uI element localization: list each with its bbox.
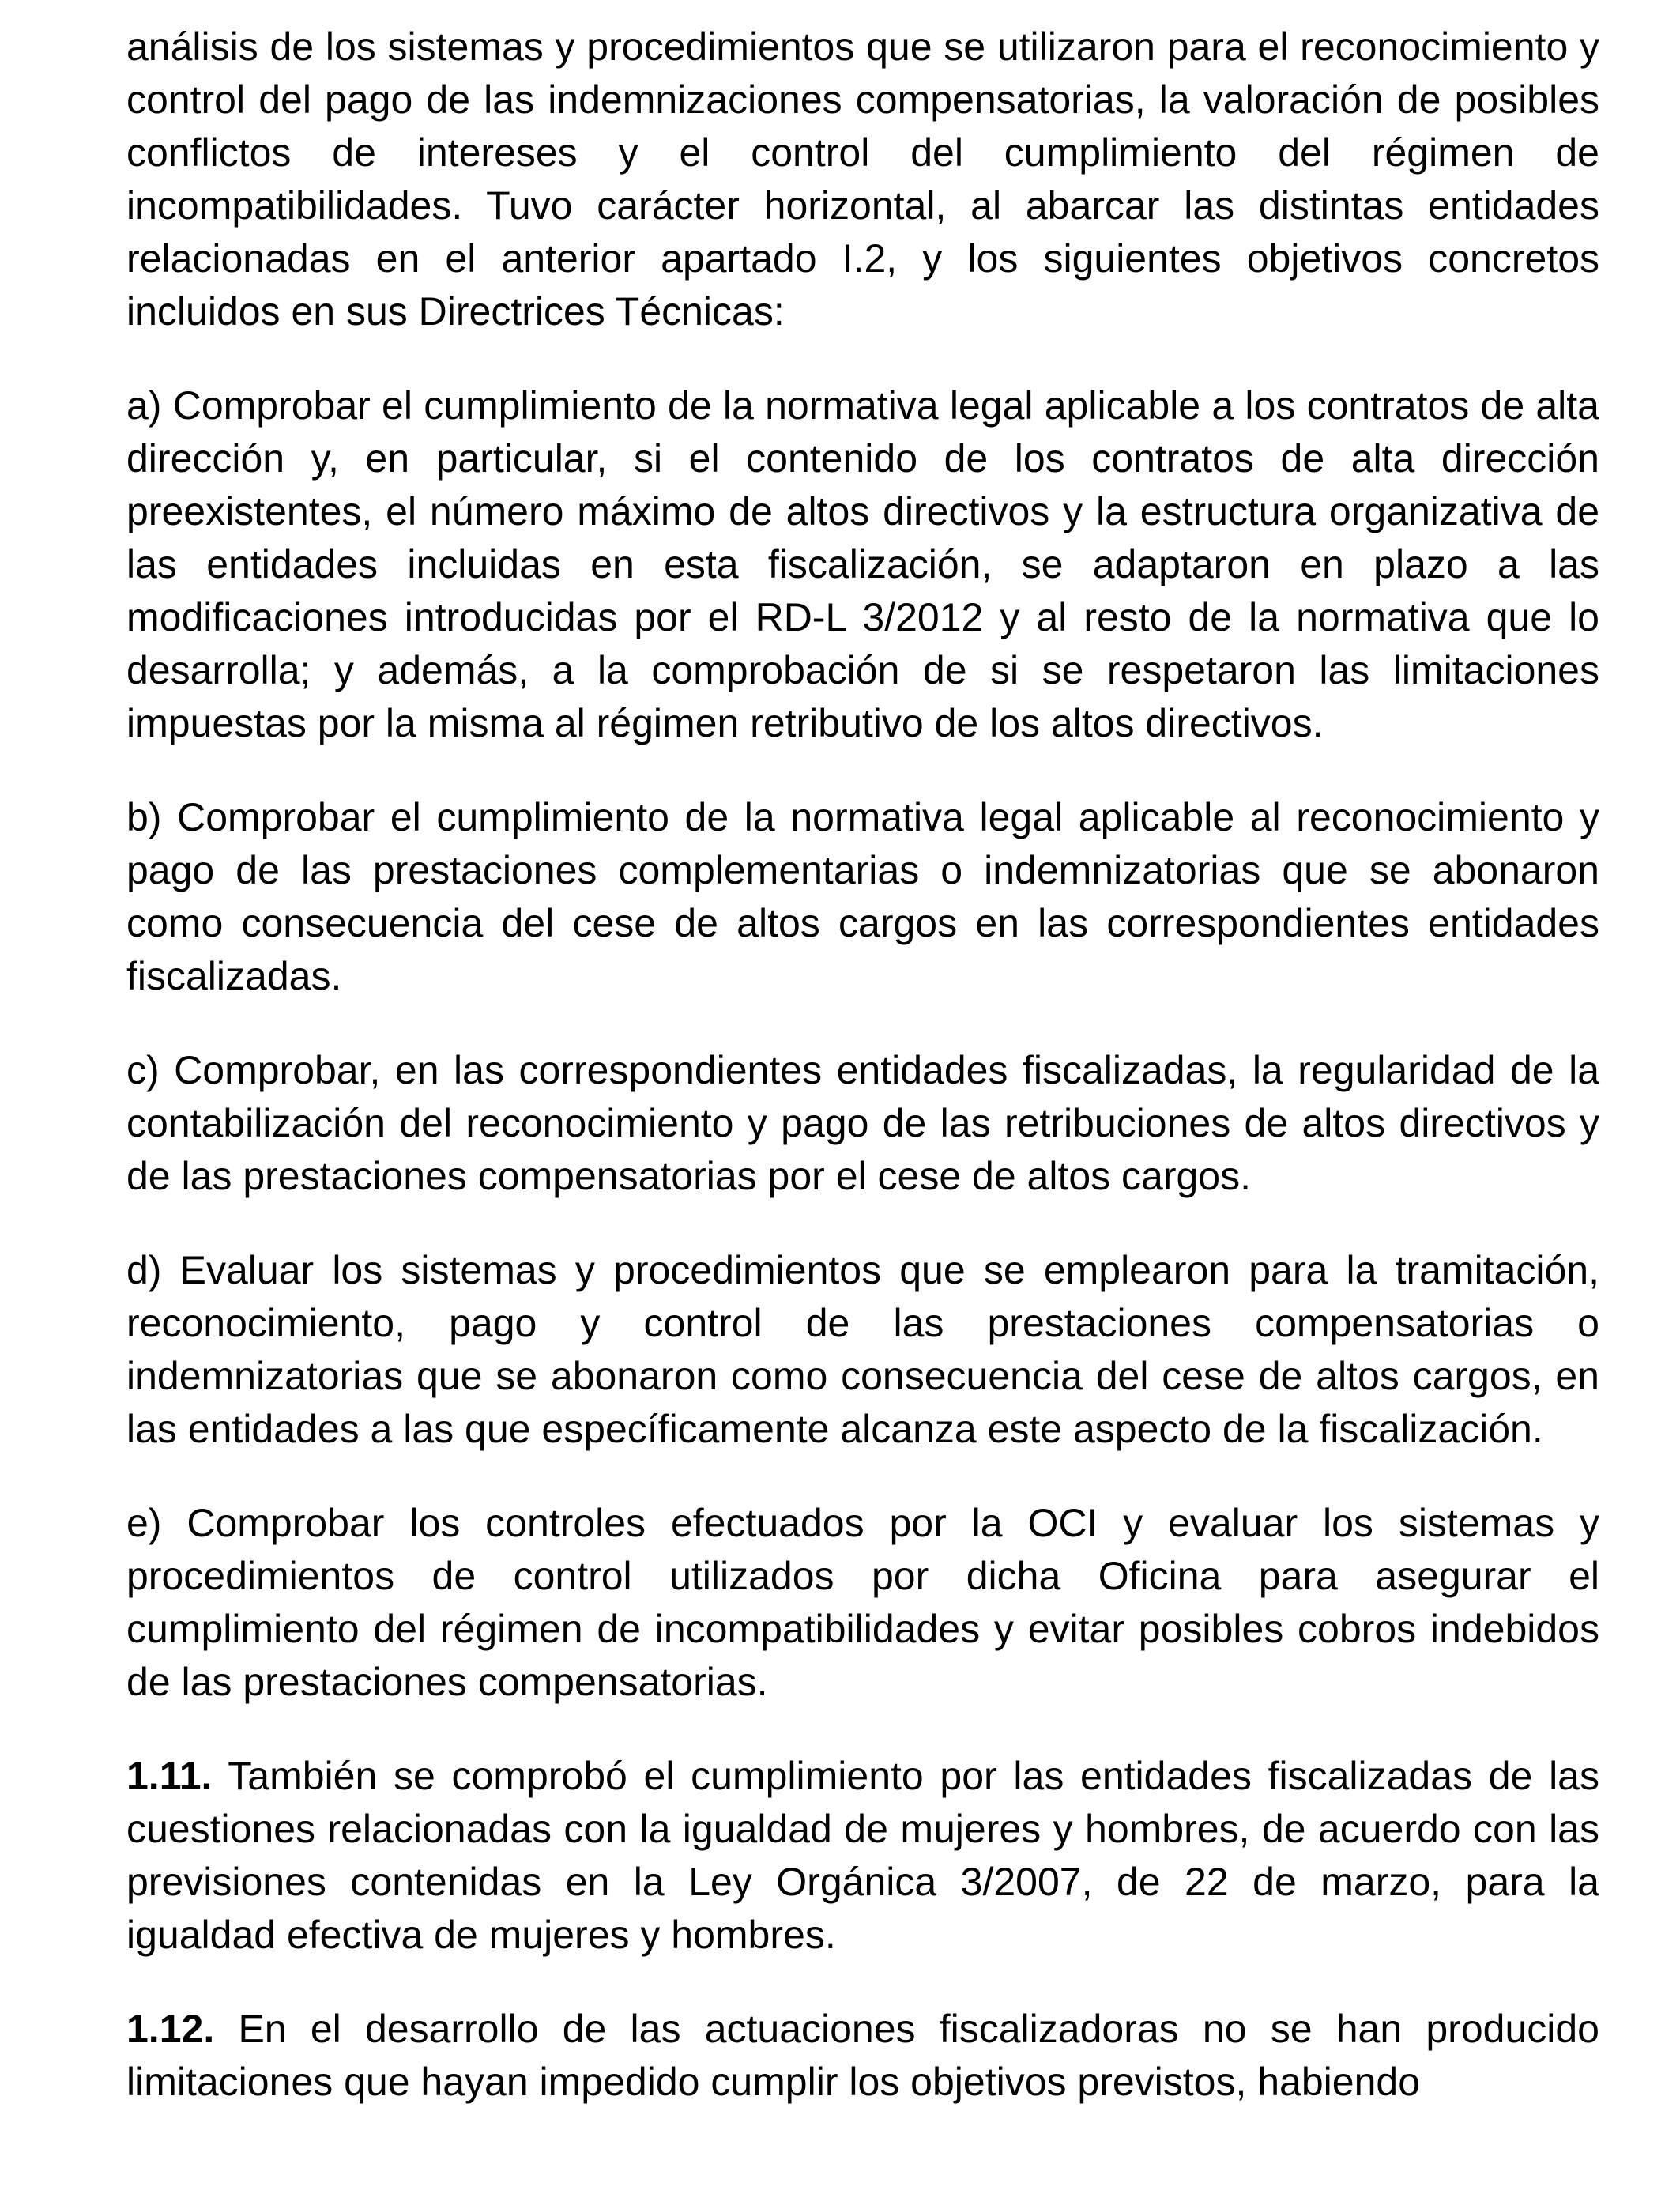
paragraph-section-1-11 [126,1750,1599,1962]
paragraph-intro-continuation [126,21,1599,338]
document-page [126,21,1599,2150]
section-number: 1.12. [126,2007,215,2051]
paragraph-objective-b [126,791,1599,1003]
paragraph-text: c) Comprobar, en las correspondientes entidades fiscalizadas, la regularidad de la contabilización del reconocimiento y pago de las retribuciones de altos directivos y de las prestaciones compensatorias por el cese de altos cargos. [126,1048,1599,1198]
paragraph-text: análisis de los sistemas y procedimientos que se utilizaron para el reconocimiento y control del pago de las indemnizaciones compensatorias, la valoración de posibles conflictos de intereses y el control del cumplimiento del régimen de incompatibilidades. Tuvo carácter horizontal, al abarcar las distintas entidades relacionadas en el anterior apartado I.2, y los siguientes objetivos concretos incluidos en sus Directrices Técnicas: [126,25,1599,334]
paragraph-text: También se comprobó el cumplimiento por las entidades fiscalizadas de las cuestiones relacionadas con la igualdad de mujeres y hombres, de acuerdo con las previsiones contenidas en la Ley Orgánica 3/2007, de 22 de marzo, para la igualdad efectiva de mujeres y hombres. [126,1754,1599,1957]
section-number: 1.11. [126,1754,213,1798]
paragraph-text: b) Comprobar el cumplimiento de la normativa legal aplicable al reconocimiento y pago de las prestaciones complementarias o indemnizatorias que se abonaron como consecuencia del cese de altos cargos en las correspondientes entidades fiscalizadas. [126,795,1599,998]
paragraph-section-1-12 [126,2003,1599,2109]
paragraph-objective-c [126,1044,1599,1203]
paragraph-text: d) Evaluar los sistemas y procedimientos que se emplearon para la tramitación, reconocimiento, pago y control de las prestaciones compensatorias o indemnizatorias que se abonaron como consecuencia del cese de altos cargos, en las entidades a las que específicamente alcanza este aspecto de la fiscalización. [126,1248,1599,1451]
paragraph-text: En el desarrollo de las actuaciones fiscalizadoras no se han producido limitaciones que hayan impedido cumplir los objetivos previstos, habiendo [126,2007,1599,2104]
paragraph-text: e) Comprobar los controles efectuados por la OCI y evaluar los sistemas y procedimientos de control utilizados por dicha Oficina para asegurar el cumplimiento del régimen de incompatibilidades y evitar posibles cobros indebidos de las prestaciones compensatorias. [126,1501,1599,1704]
paragraph-text: a) Comprobar el cumplimiento de la normativa legal aplicable a los contratos de alta dirección y, en particular, si el contenido de los contratos de alta dirección preexistentes, el número máximo de altos directivos y la estructura organizativa de las entidades incluidas en esta fiscalización, se adaptaron en plazo a las modificaciones introducidas por el RD-L 3/2012 y al resto de la normativa que lo desarrolla; y además, a la comprobación de si se respetaron las limitaciones impuestas por la misma al régimen retributivo de los altos directivos. [126,383,1599,745]
paragraph-objective-e [126,1497,1599,1709]
paragraph-objective-d [126,1244,1599,1456]
paragraph-objective-a [126,379,1599,750]
